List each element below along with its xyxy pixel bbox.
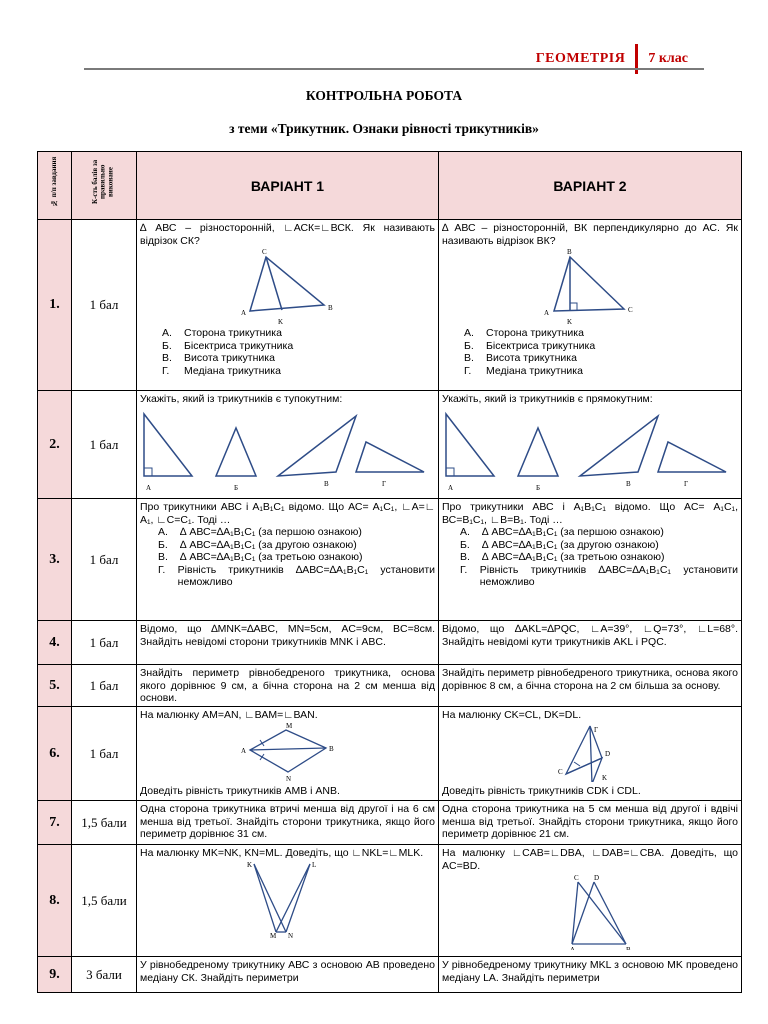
variant2-header: ВАРІАНТ 2: [439, 152, 742, 220]
triangle-figure: [540, 249, 640, 327]
answer-option: В. Висота трикутника: [162, 352, 275, 364]
svg-text:A: A: [570, 946, 576, 950]
variant1-cell: [137, 391, 439, 499]
prove-text: Доведіть рівність трикутників AMB і ANB.: [140, 785, 340, 797]
svg-text:Г: Г: [382, 479, 387, 488]
variant2-cell: [439, 621, 742, 665]
svg-text:A: A: [544, 309, 550, 317]
task-row: [38, 801, 742, 845]
variant2-cell: [439, 845, 742, 957]
task-row: [38, 707, 742, 801]
variant2-cell: [439, 801, 742, 845]
triangles-figure: [442, 406, 736, 494]
svg-text:D: D: [594, 874, 600, 882]
svg-text:C: C: [558, 767, 563, 776]
answer-option: Г. Рівність трикутників ∆АВС=∆A₁B₁C₁ установити неможливо: [460, 563, 738, 588]
svg-text:K: K: [277, 318, 283, 326]
task-number: 6.: [38, 707, 72, 801]
svg-text:А: А: [448, 483, 454, 492]
task-points: 1 бал: [72, 665, 137, 707]
svg-text:В: В: [324, 479, 329, 488]
svg-text:L: L: [312, 860, 317, 869]
task-number: 7.: [38, 801, 72, 845]
answer-option: А. Сторона трикутника: [464, 327, 584, 339]
task-row: [38, 220, 742, 391]
variant2-cell: [439, 499, 742, 621]
task-points: 1 бал: [72, 220, 137, 391]
question-text: ∆ АВС – різносторонній, ∟АСК=∟ВСК. Як називають відрізок СК?: [140, 222, 435, 247]
svg-text:N: N: [288, 931, 294, 938]
answer-options: [140, 526, 435, 589]
question-text: Про трикутники АВС і A₁B₁C₁ відомо. Що АС= A₁C₁, ∟А=∟ A₁, ∟С=C₁. Тоді …: [140, 501, 435, 526]
task-number: 4.: [38, 621, 72, 665]
variant1-cell: [137, 499, 439, 621]
svg-text:Б: Б: [536, 483, 541, 492]
task-row: [38, 665, 742, 707]
question-text: Укажіть, який із трикутників є прямокутним:: [442, 393, 653, 405]
answer-option: Б. ∆ АВС=∆A₁B₁C₁ (за другою ознакою): [158, 538, 357, 551]
col-header-num: № п/п завдання: [38, 152, 72, 220]
variant1-cell: [137, 845, 439, 957]
variant1-cell: [137, 621, 439, 665]
svg-text:M: M: [286, 721, 293, 730]
variant2-cell: [439, 707, 742, 801]
svg-text:A: A: [240, 309, 246, 317]
task-points: 1,5 бали: [72, 801, 137, 845]
svg-text:B: B: [329, 744, 334, 753]
page-subtitle: з теми «Трикутник. Ознаки рівності трикутників»: [229, 121, 539, 136]
test-table: [37, 151, 742, 993]
variant1-cell: [137, 665, 439, 707]
svg-text:C: C: [574, 874, 579, 882]
svg-text:В: В: [626, 479, 631, 488]
answer-option: А. ∆ АВС=∆A₁B₁C₁ (за першою ознакою): [158, 526, 362, 538]
answer-option: Б. ∆ АВС=∆A₁B₁C₁ (за другою ознакою): [460, 538, 659, 551]
task-number: 8.: [38, 845, 72, 957]
answer-option: В. ∆ АВС=∆A₁B₁C₁ (за третьою ознакою): [460, 551, 665, 563]
task-points: 1 бал: [72, 499, 137, 621]
variant1-header: ВАРІАНТ 1: [137, 152, 439, 220]
question-text: Знайдіть периметр рівнобедреного трикутника, основа якого дорівнює 8 см, а бічна сторона на 2 см більша за основу.: [442, 667, 738, 692]
answer-option: Г. Рівність трикутників ∆АВС=∆A₁B₁C₁ установити неможливо: [158, 563, 435, 588]
task-points: 1 бал: [72, 707, 137, 801]
svg-text:B: B: [327, 304, 333, 312]
svg-text:N: N: [286, 774, 292, 782]
grade-label: 7 клас: [648, 51, 688, 66]
svg-text:B: B: [567, 249, 572, 256]
task-points: 1 бал: [72, 391, 137, 499]
question-text: Відомо, що ∆AKL=∆PQC, ∟A=39°, ∟Q=73°, ∟L=68°. Знайдіть невідомі кути трикутників AKL і PQC.: [442, 623, 738, 648]
question-text: Укажіть, який із трикутників є тупокутним:: [140, 393, 343, 405]
variant2-cell: [439, 665, 742, 707]
svg-text:Г: Г: [684, 479, 689, 488]
svg-text:B: B: [626, 946, 631, 950]
triangles-figure: [140, 406, 434, 494]
variant2-cell: [439, 957, 742, 993]
variant1-cell: [137, 220, 439, 391]
svg-text:M: M: [270, 931, 277, 938]
question-text: У рівнобедреному трикутнику АВС з основою АВ проведено медіану СК. Знайдіть периметри: [140, 959, 435, 984]
task-number: 9.: [38, 957, 72, 993]
question-text: ∆ АВС – різносторонній, ВК перпендикулярно до АС. Як називають відрізок ВК?: [442, 222, 738, 247]
answer-option: Б. Бісектриса трикутника: [162, 339, 294, 352]
svg-text:Г: Г: [594, 725, 599, 734]
question-text: На малюнку ∟CAB=∟DBA, ∟DAB=∟CBA. Доведіть, що AC=BD.: [442, 847, 738, 872]
variant2-cell: [439, 391, 742, 499]
variant1-cell: [137, 707, 439, 801]
question-text: У рівнобедреному трикутнику MKL з основою MK проведено медіану LA. Знайдіть периметри: [442, 959, 738, 984]
quadrilateral-figure: [140, 722, 434, 782]
variant1-cell: [137, 801, 439, 845]
task-row: [38, 845, 742, 957]
task-row: [38, 391, 742, 499]
svg-text:Б: Б: [234, 483, 239, 492]
answer-option: Г. Медіана трикутника: [162, 364, 281, 377]
svg-text:C: C: [261, 249, 267, 256]
task-number: 3.: [38, 499, 72, 621]
prove-text: Доведіть рівність трикутників CDK і CDL.: [442, 785, 641, 797]
task-number: 2.: [38, 391, 72, 499]
task-number: 1.: [38, 220, 72, 391]
question-text: На малюнку АМ=АN, ∟ВАМ=∟ВАN.: [140, 709, 318, 721]
header-rule: [84, 68, 704, 70]
svg-text:A: A: [241, 746, 247, 755]
task-number: 5.: [38, 665, 72, 707]
svg-text:C: C: [628, 306, 633, 314]
answer-options: [442, 526, 738, 589]
col-header-points: К-сть балів за правильно виконане: [72, 152, 137, 220]
task-row: [38, 499, 742, 621]
question-text: Про трикутники АВС і A₁B₁C₁ відомо. Що АС= A₁C₁, ВС=B₁C₁, ∟В=B₁. Тоді …: [442, 501, 738, 526]
question-text: Знайдіть периметр рівнобедреного трикутника, основа якого дорівнює 9 см, а бічна сторона на 2 см менша від основи.: [140, 667, 435, 704]
answer-option: В. Висота трикутника: [464, 352, 577, 364]
answer-option: А. Сторона трикутника: [162, 327, 282, 339]
page-title: КОНТРОЛЬНА РОБОТА: [305, 88, 463, 103]
svg-text:K: K: [602, 773, 608, 782]
question-text: Відомо, що ∆MNK=∆ABC, MN=5см, AC=9см, BC=8см. Знайдіть невідомі сторони трикутників MNK і ABC.: [140, 623, 435, 648]
answer-option: Г. Медіана трикутника: [464, 364, 583, 377]
question-text: Одна сторона трикутника втричі менша від другої і на 6 см менша від третьої. Знайдіть сторони трикутника, якщо його периметр дорівнює 31 см.: [140, 803, 435, 840]
variant1-cell: [137, 957, 439, 993]
svg-text:D: D: [605, 749, 611, 758]
answer-options: [442, 327, 738, 377]
answer-option: В. ∆ АВС=∆A₁B₁C₁ (за третьою ознакою): [158, 551, 363, 563]
task-points: 3 бали: [72, 957, 137, 993]
svg-text:А: А: [146, 483, 152, 492]
task-points: 1 бал: [72, 621, 137, 665]
svg-text:K: K: [567, 318, 573, 326]
svg-text:K: K: [247, 860, 253, 869]
subject-label: ГЕОМЕТРІЯ: [535, 51, 626, 66]
answer-option: Б. Бісектриса трикутника: [464, 339, 596, 352]
answer-options: [140, 327, 435, 377]
task-row: [38, 957, 742, 993]
question-text: На малюнку MK=NK, KN=ML. Доведіть, що ∟NKL=∟MLK.: [140, 847, 424, 859]
task-row: [38, 621, 742, 665]
question-text: Одна сторона трикутника на 5 см менша від другої і вдвічі менша від третьої. Знайдіть сторони трикутника, якщо його периметр дорівнює 21 см.: [442, 803, 738, 840]
triangle-figure: [238, 249, 338, 327]
answer-option: А. ∆ АВС=∆A₁B₁C₁ (за першою ознакою): [460, 526, 664, 538]
crossed-figure: [442, 872, 736, 950]
task-points: 1,5 бали: [72, 845, 137, 957]
variant2-cell: [439, 220, 742, 391]
kite-figure: [442, 722, 736, 782]
question-text: На малюнку CK=CL, DK=DL.: [442, 709, 582, 721]
crossed-figure: [140, 860, 434, 938]
